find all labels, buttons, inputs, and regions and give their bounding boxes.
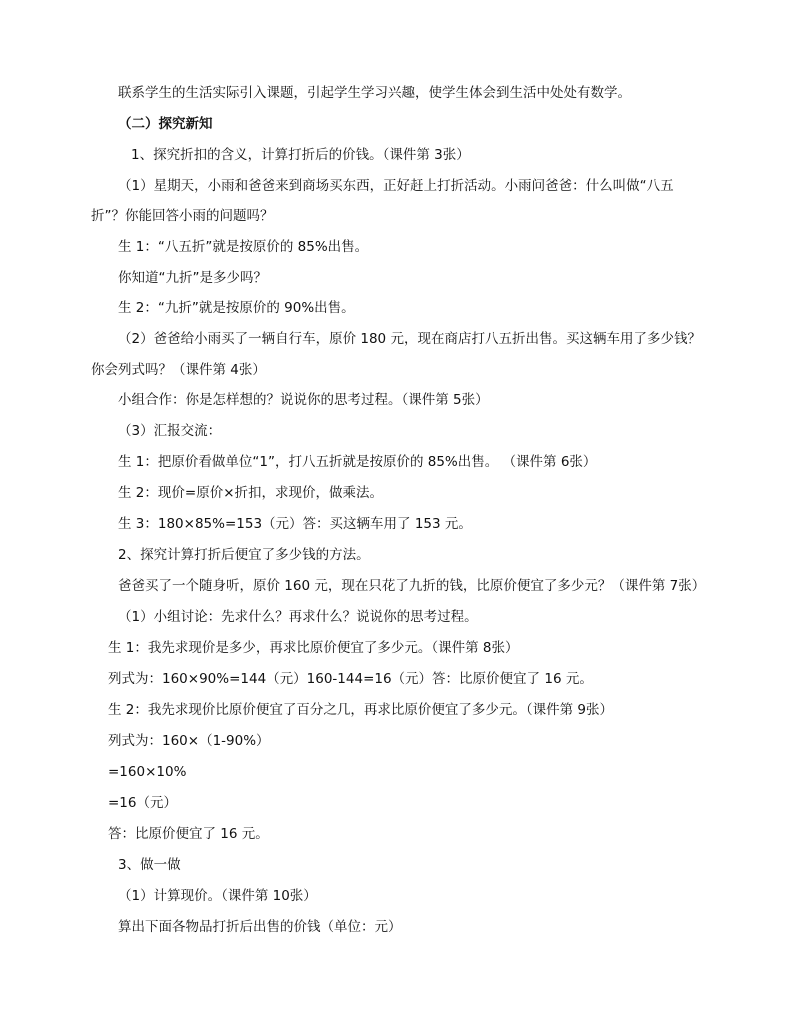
intro-paragraph: 联系学生的生活实际引入课题，引起学生学习兴趣，使学生体会到生活中处处有数学。: [118, 85, 631, 101]
report-heading: （3）汇报交流：: [118, 423, 222, 439]
walkman-problem: 爸爸买了一个随身听，原价 160 元，现在只花了九折的钱，比原价便宜了多少元？（课件第 7张）: [118, 578, 706, 594]
topic-1-heading: 1、探究折扣的含义，计算打折后的价钱。（课件第 3张）: [131, 147, 470, 163]
question-2-line-2: 你会列式吗？（课件第 4张）: [91, 362, 266, 378]
formula-method-2-step-3: =16（元）: [108, 795, 177, 811]
discussion-student-2: 生 2：我先求现价比原价便宜了百分之几，再求比原价便宜了多少元。（课件第 9张）: [108, 702, 614, 718]
question-1-line-1: （1）星期天，小雨和爸爸来到商场买东西，正好赶上打折活动。小雨问爸爸：什么叫做“八五: [118, 178, 674, 194]
section-heading-explore: （二）探究新知: [118, 116, 213, 132]
group-work-line: 小组合作：你是怎样想的？说说你的思考过程。（课件第 5张）: [118, 392, 489, 408]
question-2-line-1: （2）爸爸给小雨买了一辆自行车，原价 180 元，现在商店打八五折出售。买这辆车用了多少钱？: [118, 331, 701, 347]
topic-3-heading: 3、做一做: [118, 857, 181, 873]
formula-method-2-step-1: 列式为：160×（1-90%）: [108, 733, 270, 749]
topic-2-heading: 2、探究计算打折后便宜了多少钱的方法。: [118, 547, 370, 563]
group-discussion-line: （1）小组讨论：先求什么？再求什么？说说你的思考过程。: [118, 609, 478, 625]
student-1-answer-85: 生 1：“八五折”就是按原价的 85%出售。: [118, 239, 369, 255]
method-2-answer: 答：比原价便宜了 16 元。: [108, 826, 269, 842]
question-1-line-2: 折”？你能回答小雨的问题吗？: [91, 208, 274, 224]
exercise-1-instruction: 算出下面各物品打折后出售的价钱（单位：元）: [118, 919, 402, 935]
formula-method-2-step-2: =160×10%: [108, 764, 187, 780]
exercise-1-heading: （1）计算现价。（课件第 10张）: [118, 888, 317, 904]
question-90-percent: 你知道“九折”是多少吗？: [118, 270, 267, 286]
report-student-3: 生 3：180×85%=153（元）答：买这辆车用了 153 元。: [118, 516, 472, 532]
report-student-1: 生 1：把原价看做单位“1”，打八五折就是按原价的 85%出售。 （课件第 6张）: [118, 454, 597, 470]
report-student-2: 生 2：现价=原价×折扣，求现价，做乘法。: [118, 485, 384, 501]
student-2-answer-90: 生 2：“九折”就是按原价的 90%出售。: [118, 300, 355, 316]
formula-method-1: 列式为：160×90%=144（元）160-144=16（元）答：比原价便宜了 16 元。: [108, 671, 593, 687]
discussion-student-1: 生 1：我先求现价是多少，再求比原价便宜了多少元。（课件第 8张）: [108, 640, 519, 656]
